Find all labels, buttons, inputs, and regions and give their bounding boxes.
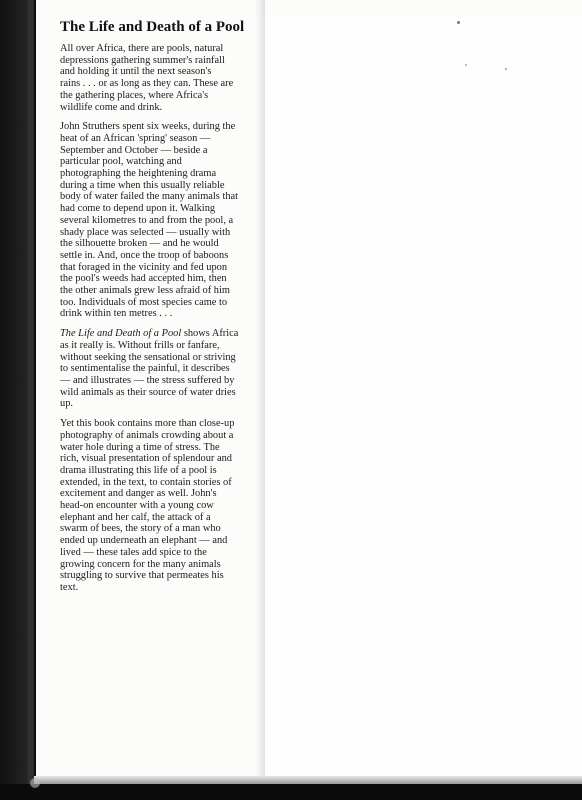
text-line: John Struthers spent six weeks, during the — [60, 121, 236, 133]
text-line: elephant and her calf, the attack of a — [60, 511, 211, 523]
dust-speck — [465, 64, 467, 66]
text-line: water hole during a time of stress. The — [60, 441, 220, 453]
text-line: head-on encounter with a young cow — [60, 500, 214, 512]
text-line: lived — these tales add spice to the — [60, 546, 207, 558]
text-line: depressions gathering summer's rainfall — [60, 54, 225, 66]
text-line: several kilometres to and from the pool, a — [60, 214, 234, 226]
text-line: too. Individuals of most species came to — [60, 296, 228, 308]
text-line: the silhouette broken — and he would — [60, 238, 219, 250]
text-line: body of water failed the many animals that — [60, 191, 239, 203]
text-line: photography of animals crowding about a — [60, 429, 234, 441]
text-line: the pool's weeds had accepted him, then — [60, 273, 227, 285]
text-line: particular pool, watching and — [60, 156, 182, 168]
text-line: and holding it until the next season's — [60, 66, 212, 78]
text-line: heat of an African 'spring' season — — [60, 132, 211, 144]
book-title-italic: The Life and Death of a Pool — [60, 328, 182, 340]
text-line: settle in. And, once the troop of baboons — [60, 249, 229, 261]
text-line: text. — [60, 581, 79, 593]
page-bottom-edge — [34, 776, 582, 784]
text-line: without seeking the sensational or striving — [60, 351, 236, 363]
scan-bottom-border — [0, 784, 582, 800]
text-line: wildlife come and drink. — [60, 101, 163, 113]
text-line: to sentimentalise the painful, it describes — [60, 363, 230, 375]
text-line: as it really is. Without frills or fanfare, — [60, 339, 220, 351]
text-line: drink within ten metres . . . — [60, 308, 173, 320]
page-title: The Life and Death of a Pool — [60, 19, 245, 35]
text-line: up. — [60, 398, 73, 410]
dust-speck — [457, 21, 460, 24]
text-line: wild animals as their source of water dries — [60, 386, 236, 398]
page-edge-shadow — [28, 0, 36, 800]
paragraph-intro — [60, 43, 260, 113]
text-line: excitement and danger as well. John's — [60, 488, 217, 500]
corner-mark — [30, 778, 40, 788]
text-line: that foraged in the vicinity and fed upon — [60, 261, 228, 273]
text-line — [60, 328, 260, 340]
text-line: the other animals grew less afraid of him — [60, 285, 230, 297]
text-line: photographing the heightening drama — [60, 168, 217, 180]
dust-speck — [505, 68, 507, 70]
text-line: had come to depend upon it. Walking — [60, 203, 216, 215]
text-line: struggling to survive that permeates his — [60, 570, 224, 582]
text-line: drama illustrating this life of a pool is — [60, 464, 217, 476]
blank-right-area — [263, 16, 582, 782]
text-line: extended, in the text, to contain stories of — [60, 476, 232, 488]
paragraph-author — [60, 121, 260, 320]
text-line: ended up underneath an elephant — and — [60, 535, 228, 547]
text-line: swarm of bees, the story of a man who — [60, 523, 221, 535]
text-line: Yet this book contains more than close-up — [60, 418, 235, 430]
paragraph-stories — [60, 418, 260, 594]
blurb-column — [60, 18, 260, 602]
text-line: — and illustrates — the stress suffered by — [60, 374, 235, 386]
text-line: All over Africa, there are pools, natural — [60, 43, 224, 54]
text-line: shady place was selected — usually with — [60, 226, 231, 238]
text-line: rains . . . or as long as they can. These are — [60, 78, 234, 90]
text-line: rich, visual presentation of splendour and — [60, 453, 232, 465]
paragraph-description — [60, 328, 260, 410]
text-line: growing concern for the many animals — [60, 558, 221, 570]
text-line: during a time when this usually reliable — [60, 179, 225, 191]
text-line: the gathering places, where Africa's — [60, 89, 209, 101]
text-line: September and October — beside a — [60, 144, 208, 156]
text-fragment: shows Africa — [181, 328, 239, 340]
